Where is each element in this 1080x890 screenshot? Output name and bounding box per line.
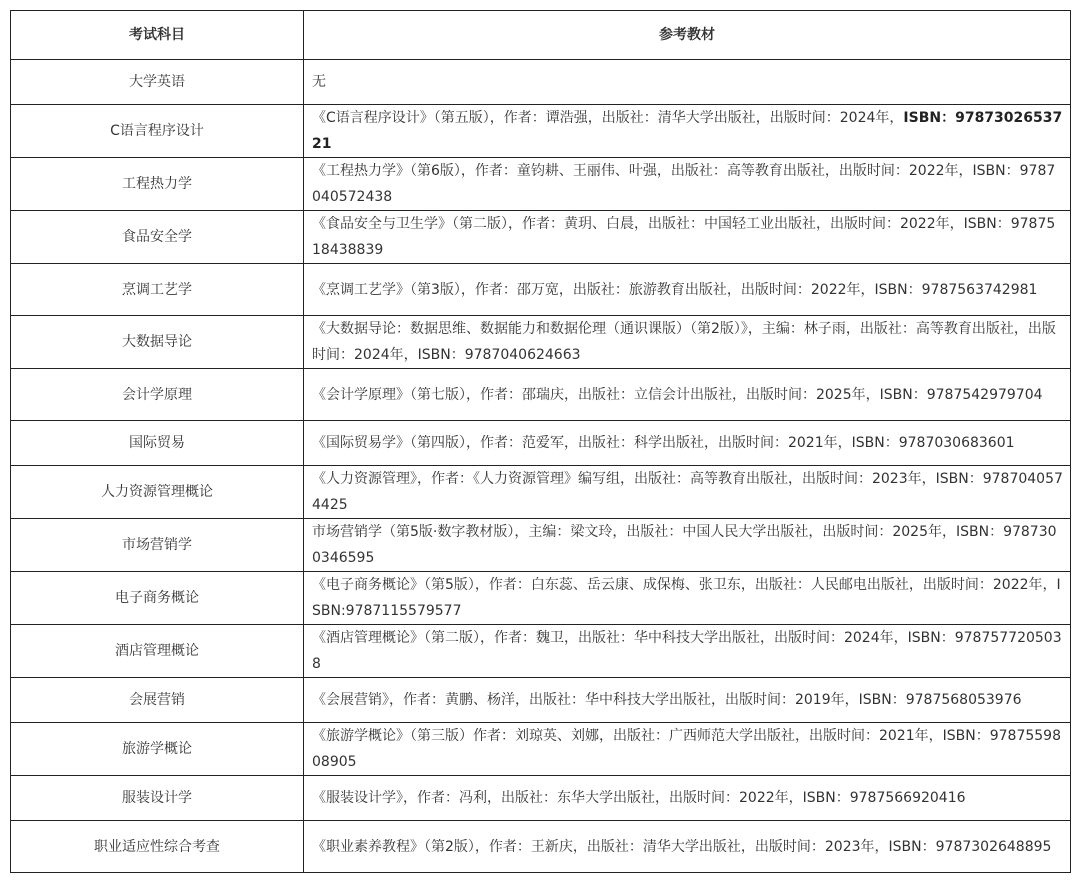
subject-cell: 工程热力学: [11, 158, 304, 211]
material-text: 《C语言程序设计》（第五版），作者：谭浩强，出版社：清华大学出版社，出版时间：2024年，: [312, 110, 904, 126]
subject-cell: C语言程序设计: [11, 105, 304, 158]
subject-cell: 市场营销学: [11, 519, 304, 572]
material-cell: 《会计学原理》（第七版），作者：邵瑞庆，出版社：立信会计出版社，出版时间：2025年，ISBN：9787542979704: [304, 369, 1071, 421]
table-header-row: [11, 11, 1071, 60]
subject-cell: 食品安全学: [11, 211, 304, 264]
table-row: [11, 678, 1071, 723]
table-row: [11, 625, 1071, 678]
material-cell: 市场营销学（第5版·数字教材版），主编：梁文玲，出版社：中国人民大学出版社，出版时间：2025年，ISBN：9787300346595: [304, 519, 1071, 572]
material-cell: 《会展营销》，作者：黄鹏、杨洋，出版社：华中科技大学出版社，出版时间：2019年，ISBN：9787568053976: [304, 678, 1071, 723]
header-exam-subject: 考试科目: [11, 11, 304, 60]
table-row: [11, 211, 1071, 264]
material-cell: 《国际贸易学》（第四版），作者：范爱军，出版社：科学出版社，出版时间：2021年，ISBN：9787030683601: [304, 421, 1071, 466]
material-cell: 《大数据导论：数据思维、数据能力和数据伦理（通识课版）（第2版）》，主编：林子雨，出版社：高等教育出版社，出版时间：2024年，ISBN：9787040624663: [304, 316, 1071, 369]
table-row: [11, 821, 1071, 873]
table-row: [11, 466, 1071, 519]
subject-cell: 烹调工艺学: [11, 264, 304, 316]
table-row: [11, 158, 1071, 211]
table-row: [11, 316, 1071, 369]
table-row: [11, 572, 1071, 625]
subject-cell: 人力资源管理概论: [11, 466, 304, 519]
header-reference-material: 参考教材: [304, 11, 1071, 60]
subject-cell: 职业适应性综合考查: [11, 821, 304, 873]
subject-cell: 大数据导论: [11, 316, 304, 369]
table-row: [11, 105, 1071, 158]
table-row: [11, 264, 1071, 316]
subject-cell: 大学英语: [11, 60, 304, 105]
subject-cell: 会计学原理: [11, 369, 304, 421]
subject-cell: 旅游学概论: [11, 723, 304, 776]
material-cell: 《酒店管理概论》（第二版），作者：魏卫，出版社：华中科技大学出版社，出版时间：2024年，ISBN：9787577205038: [304, 625, 1071, 678]
material-cell: 《旅游学概论》（第三版）作者：刘琼英、刘娜，出版社：广西师范大学出版社，出版时间：2021年，ISBN：9787559808905: [304, 723, 1071, 776]
table-row: [11, 723, 1071, 776]
table-row: [11, 776, 1071, 821]
material-cell: 《烹调工艺学》（第3版），作者：邵万宽，出版社：旅游教育出版社，出版时间：2022年，ISBN：9787563742981: [304, 264, 1071, 316]
subject-cell: 服装设计学: [11, 776, 304, 821]
table-row: [11, 60, 1071, 105]
material-cell: 《电子商务概论》（第5版），作者：白东蕊、岳云康、成保梅、张卫东，出版社：人民邮电出版社，出版时间：2022年，ISBN:9787115579577: [304, 572, 1071, 625]
subject-cell: 会展营销: [11, 678, 304, 723]
material-cell: 《人力资源管理》，作者：《人力资源管理》编写组，出版社：高等教育出版社，出版时间：2023年，ISBN：9787040574425: [304, 466, 1071, 519]
reference-materials-table: [10, 10, 1071, 873]
subject-cell: 电子商务概论: [11, 572, 304, 625]
reference-table-container: [10, 10, 1070, 873]
subject-cell: 国际贸易: [11, 421, 304, 466]
table-row: [11, 519, 1071, 572]
material-cell: 《服装设计学》，作者：冯利，出版社：东华大学出版社，出版时间：2022年，ISBN：9787566920416: [304, 776, 1071, 821]
material-cell: 《食品安全与卫生学》（第二版），作者：黄玥、白晨，出版社：中国轻工业出版社，出版时间：2022年，ISBN：9787518438839: [304, 211, 1071, 264]
material-isbn-bold: ISBN：9787302653721: [312, 110, 1063, 152]
table-row: [11, 421, 1071, 466]
material-cell: 《工程热力学》（第6版），作者：童钧耕、王丽伟、叶强，出版社：高等教育出版社，出版时间：2022年，ISBN：9787040572438: [304, 158, 1071, 211]
material-cell: [304, 105, 1071, 158]
material-cell: 《职业素养教程》（第2版），作者：王新庆，出版社：清华大学出版社，出版时间：2023年，ISBN：9787302648895: [304, 821, 1071, 873]
material-cell: 无: [304, 60, 1071, 105]
subject-cell: 酒店管理概论: [11, 625, 304, 678]
table-row: [11, 369, 1071, 421]
